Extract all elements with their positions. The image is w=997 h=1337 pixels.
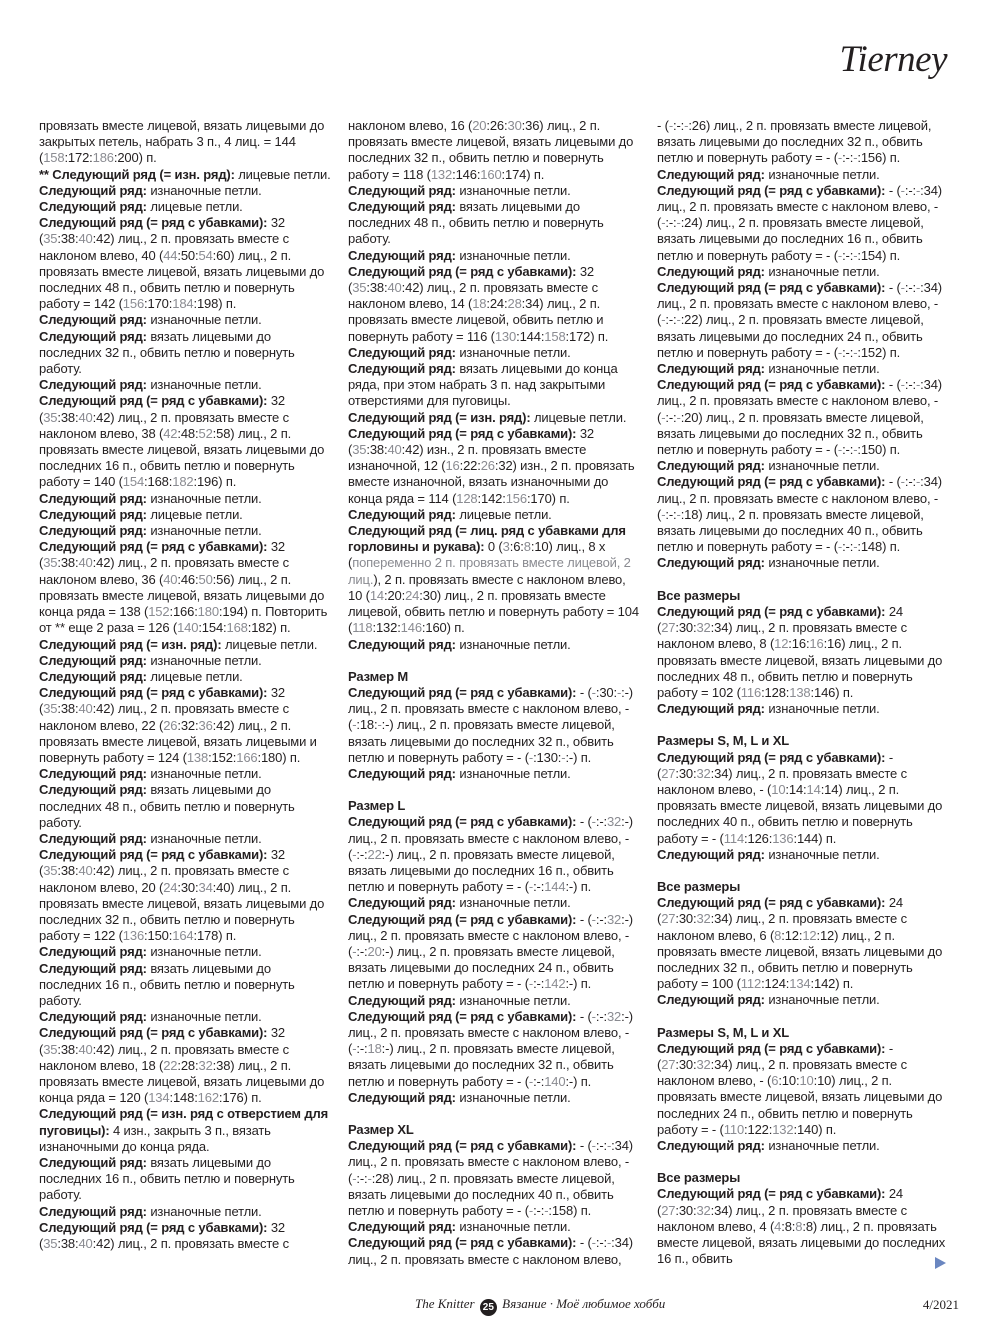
row-label: Следующий ряд (= ряд с убавками): xyxy=(657,1186,886,1202)
row-label: Следующий ряд (= изн. ряд с отверстием для пуговицы): xyxy=(39,1106,328,1138)
instruction-row xyxy=(348,248,640,264)
row-text: изнаночные петли. xyxy=(768,1137,880,1153)
text-column-1 xyxy=(39,118,331,1252)
row-label: Следующий ряд: xyxy=(348,344,460,360)
instruction-row xyxy=(39,782,331,831)
instruction-row xyxy=(39,507,331,523)
row-label: Следующий ряд: xyxy=(657,263,769,279)
row-label: Следующий ряд: xyxy=(348,636,460,652)
instruction-row xyxy=(39,944,331,960)
instruction-row xyxy=(39,1009,331,1025)
row-text: - (-:-:-:34) лиц., 2 п. провязать вместе с наклоном влево, - (-:-:-:24) лиц., 2 п. провязать вместе лицевой, вязать лицевыми до последних 16 п., обвить петлю и повернуть работу = - (-:-:-:154) п. xyxy=(657,182,942,263)
row-label: Следующий ряд: xyxy=(348,182,460,198)
row-text: 24 (27:30:32:34) лиц., 2 п. провязать вместе с наклоном влево, 8 (12:16:16:16) лиц., 2 п. провязать вместе лицевой, вязать лицевыми до последних 48 п., обвить петлю и повернуть работу = 102 (116:128:138:146) п. xyxy=(657,603,943,700)
instruction-row xyxy=(348,1090,640,1106)
row-text: - (-:-:32:-) лиц., 2 п. провязать вместе с наклоном влево, - (-:-:20:-) лиц., 2 п. провязать вместе лицевой, вязать лицевыми до последних 24 п., обвить петлю и повернуть работу = - (-:-:142:-) п. xyxy=(348,911,633,992)
row-label: Следующий ряд: xyxy=(39,960,151,976)
instruction-row xyxy=(657,847,949,863)
row-label: Следующий ряд (= ряд с убавками): xyxy=(39,847,268,863)
row-label: Следующий ряд (= ряд с убавками): xyxy=(657,603,886,619)
row-label: Следующий ряд (= ряд с убавками): xyxy=(657,1040,886,1056)
row-label: Следующий ряд (= изн. ряд): xyxy=(39,636,225,652)
row-text: изнаночные петли. xyxy=(768,992,880,1008)
instruction-row xyxy=(657,1138,949,1154)
row-text: лицевые петли. xyxy=(533,409,627,425)
instruction-row xyxy=(39,831,331,847)
row-text: - (-:-:-:34) лиц., 2 п. провязать вместе с наклоном влево, - (-:-:-:20) лиц., 2 п. провязать вместе лицевой, вязать лицевыми до последних 32 п., обвить петлю и повернуть работу = - (-:-:-:150) п. xyxy=(657,377,942,458)
row-label: Следующий ряд: xyxy=(39,328,151,344)
size-heading: Размеры S, M, L и XL xyxy=(657,733,790,749)
instruction-row xyxy=(348,345,640,361)
row-label: Следующий ряд (= ряд с убавками): xyxy=(348,814,580,830)
instruction-row xyxy=(348,993,640,1009)
row-label: Следующий ряд (= ряд с убавками): xyxy=(657,895,886,911)
row-text: - (27:30:32:34) лиц., 2 п. провязать вместе с наклоном влево, - (10:14:14:14) лиц., 2 п. провязать вместе лицевой, вязать лицевыми до последних 40 п., обвить петлю и повернуть работу = - (114:126:136:144) п. xyxy=(657,749,943,846)
row-text: изнаночные петли. xyxy=(459,182,571,198)
row-text: изнаночные петли. xyxy=(459,1219,571,1235)
instruction-row xyxy=(657,750,949,847)
row-text: лицевые петли. xyxy=(150,506,243,522)
row-label: Следующий ряд: xyxy=(39,490,151,506)
row-text: изнаночные петли. xyxy=(150,490,262,506)
row-label: Следующий ряд: xyxy=(348,765,460,781)
row-text: изнаночные петли. xyxy=(768,166,880,182)
row-label: Следующий ряд (= ряд с убавками): xyxy=(348,263,577,279)
instruction-row xyxy=(39,377,331,393)
row-label: Следующий ряд (= лиц. ряд с убавками для горловины и рукава): xyxy=(348,523,626,555)
row-label: Следующий ряд (= ряд с убавками): xyxy=(348,911,580,927)
row-label: Следующий ряд: xyxy=(39,668,151,684)
instruction-row xyxy=(657,1186,949,1267)
instruction-row xyxy=(657,458,949,474)
instruction-row xyxy=(39,961,331,1010)
row-text: лицевые петли. xyxy=(459,506,552,522)
row-label: Следующий ряд: xyxy=(348,992,460,1008)
page-footer xyxy=(0,1296,997,1316)
instruction-row xyxy=(39,653,331,669)
row-label: Следующий ряд: xyxy=(39,944,151,960)
instruction-row xyxy=(657,361,949,377)
instruction-row xyxy=(39,685,331,766)
row-text: лицевые петли. xyxy=(238,166,331,182)
row-label: Следующий ряд: xyxy=(39,1155,151,1170)
row-text: изнаночные петли. xyxy=(768,263,880,279)
row-label: Следующий ряд: xyxy=(39,312,151,328)
instruction-row xyxy=(39,329,331,378)
row-text: лицевые петли. xyxy=(224,636,318,652)
row-text: изнаночные петли. xyxy=(768,361,880,377)
instruction-row xyxy=(657,167,949,183)
row-text: вязать лицевыми до последних 16 п., обвить петлю и повернуть работу. xyxy=(39,960,295,1008)
row-label: Следующий ряд (= ряд с убавками): xyxy=(348,1235,580,1251)
row-text: 32 (35:38:40:42) лиц., 2 п. провязать вместе с наклоном влево, 36 (40:46:50:56) лиц., 2 п. провязать вместе лицевой, вязать лицевыми до конца ряда = 138 (152:166:180:194) п. Повторить от ** еще 2 раза = 126 (140:154:168:182) п. xyxy=(39,539,328,636)
row-text: 32 (35:38:40:42) лиц., 2 п. провязать вместе с наклоном влево, 20 (24:30:34:40) лиц., 2 п. провязать вместе лицевой, вязать лицевыми до последних 32 п., обвить петлю и повернуть работу = 122 (136:150:164:178) п. xyxy=(39,847,325,944)
instruction-row xyxy=(657,118,949,167)
row-text: изнаночные петли. xyxy=(768,846,880,862)
row-text: - (-:-:32:-) лиц., 2 п. провязать вместе с наклоном влево, - (-:-:22:-) лиц., 2 п. провязать вместе лицевой, вязать лицевыми до последних 16 п., обвить петлю и повернуть работу = - (-:-:144:-) п. xyxy=(348,814,633,895)
row-text: - (27:30:32:34) лиц., 2 п. провязать вместе с наклоном влево, - (6:10:10:10) лиц., 2 п. провязать вместе лицевой, вязать лицевыми до последних 24 п., обвить петлю и повернуть работу = - (110:122:132:140) п. xyxy=(657,1040,943,1137)
instruction-row xyxy=(657,280,949,361)
instruction-row xyxy=(39,669,331,685)
instruction-row xyxy=(348,426,640,507)
instruction-row xyxy=(348,1235,640,1267)
row-label: Следующий ряд (= ряд с убавками): xyxy=(39,215,268,231)
row-label: Следующий ряд: xyxy=(348,1089,460,1105)
row-label: Следующий ряд: xyxy=(657,1137,769,1153)
row-label: Следующий ряд (= ряд с убавками): xyxy=(348,684,580,700)
row-label: Следующий ряд (= ряд с убавками): xyxy=(39,1219,268,1235)
row-label: Следующий ряд: xyxy=(657,992,769,1008)
instruction-row xyxy=(39,1155,331,1204)
instruction-row xyxy=(657,183,949,264)
row-label: Следующий ряд (= ряд с убавками): xyxy=(657,474,889,490)
row-text: - (-:-:-:34) лиц., 2 п. провязать вместе с наклоном влево, xyxy=(348,1235,633,1267)
row-text: 32 (35:38:40:42) лиц., 2 п. провязать вместе с наклоном влево, 14 (18:24:28:34) лиц., 2 п. провязать вместе лицевой, обвить петлю и повернуть работу = 116 (130:144:158:172) п. xyxy=(348,263,609,344)
row-text: 32 (35:38:40:42) лиц., 2 п. провязать вместе с наклоном влево, 40 (44:50:54:60) лиц., 2 п. провязать вместе лицевой, вязать лицевыми до последних 48 п., обвить петлю и повернуть работу = 142 (156:170:184:198) п. xyxy=(39,215,325,312)
instruction-row xyxy=(348,895,640,911)
row-text: - (-:-:-:26) лиц., 2 п. провязать вместе лицевой, вязать лицевыми до последних 32 п., обвить петлю и повернуть работу = - (-:-:-:156) п. xyxy=(657,118,932,166)
row-text: изнаночные петли. xyxy=(150,944,262,960)
instruction-row xyxy=(348,814,640,895)
size-heading: Все размеры xyxy=(657,878,741,894)
row-text: 32 (35:38:40:42) лиц., 2 п. провязать вместе с наклоном влево, 38 (42:48:52:58) лиц., 2 п. провязать вместе лицевой, вязать лицевыми до последних 16 п., обвить петлю и повернуть работу = 140 (154:168:182:196) п. xyxy=(39,393,325,490)
instruction-row xyxy=(348,361,640,410)
instruction-row xyxy=(39,1106,331,1155)
size-heading: Размеры S, M, L и XL xyxy=(657,1024,790,1040)
next-page-arrow-icon[interactable] xyxy=(935,1257,946,1269)
instruction-row xyxy=(348,507,640,523)
footer-publication xyxy=(415,1296,665,1316)
row-label: Следующий ряд (= ряд с убавками): xyxy=(348,1138,580,1154)
instruction-row xyxy=(348,183,640,199)
issue-number: 4/2021 xyxy=(922,1297,959,1312)
instruction-row xyxy=(39,167,331,183)
instruction-row xyxy=(348,766,640,782)
row-text: изнаночные петли. xyxy=(459,992,571,1008)
row-label: Следующий ряд (= ряд с убавками): xyxy=(657,749,886,765)
instruction-row xyxy=(39,523,331,539)
row-text: 32 (35:38:40:42) лиц., 2 п. провязать вместе с наклоном влево, 18 (22:28:32:38) лиц., 2 п. провязать вместе лицевой, вязать лицевыми до конца ряда = 120 (134:148:162:176) п. xyxy=(39,1025,325,1106)
row-label: Следующий ряд: xyxy=(39,377,151,393)
row-text: вязать лицевыми до последних 48 п., обвить петлю и повернуть работу. xyxy=(39,782,295,830)
instruction-row xyxy=(39,183,331,199)
row-label: Следующий ряд: xyxy=(348,247,460,263)
row-text: вязать лицевыми до последних 32 п., обвить петлю и повернуть работу. xyxy=(39,328,295,377)
instruction-row xyxy=(348,1009,640,1090)
row-label: Следующий ряд: xyxy=(657,846,769,862)
row-label: Следующий ряд (= ряд с убавками): xyxy=(657,182,889,198)
footer-tagline: Вязание · Моё любимое хобби xyxy=(502,1296,666,1311)
row-text: вязать лицевыми до последних 16 п., обвить петлю и повернуть работу. xyxy=(39,1155,295,1203)
row-label: Следующий ряд: xyxy=(39,182,151,198)
row-label: Следующий ряд: xyxy=(39,1203,151,1219)
row-text: 32 (35:38:40:42) лиц., 2 п. провязать вместе с наклоном влево, 22 (26:32:36:42) лиц., 2 п. провязать вместе лицевой, вязать лицевыми и повернуть работу = 124 (138:152:166:180) п. xyxy=(39,685,317,765)
text-column-3 xyxy=(657,118,949,1267)
row-text: изнаночные петли. xyxy=(768,701,880,717)
row-text: изнаночные петли. xyxy=(150,1203,262,1219)
magazine-pattern-title: Tierney xyxy=(839,39,947,80)
instruction-row xyxy=(348,264,640,345)
page-number-badge: 25 xyxy=(480,1299,497,1316)
row-label: Следующий ряд: xyxy=(657,701,769,717)
instruction-row xyxy=(348,685,640,766)
row-text: изнаночные петли. xyxy=(768,458,880,474)
instruction-row xyxy=(348,523,640,636)
row-label: Следующий ряд: xyxy=(39,199,151,215)
row-label: Следующий ряд: xyxy=(39,766,151,782)
row-label: Следующий ряд: xyxy=(657,555,769,571)
instruction-row xyxy=(39,1204,331,1220)
row-label: Следующий ряд: xyxy=(657,458,769,474)
instruction-row xyxy=(657,1041,949,1138)
row-label: Следующий ряд: xyxy=(39,652,151,668)
instruction-row xyxy=(657,377,949,458)
row-label: Следующий ряд: xyxy=(39,506,151,522)
row-text: - (-:-:-:34) лиц., 2 п. провязать вместе с наклоном влево, - (-:-:-:22) лиц., 2 п. провязать вместе лицевой, вязать лицевыми до последних 24 п., обвить петлю и повернуть работу = - (-:-:-:152) п. xyxy=(657,280,942,360)
row-text: изнаночные петли. xyxy=(150,652,262,668)
instruction-row xyxy=(348,1219,640,1235)
row-text: изнаночные петли. xyxy=(150,523,262,539)
row-label: Следующий ряд: xyxy=(348,1219,460,1235)
row-text: изнаночные петли. xyxy=(150,1009,262,1025)
instruction-row xyxy=(657,555,949,571)
row-text: изнаночные петли. xyxy=(150,766,262,782)
instruction-row xyxy=(39,539,331,636)
row-label: ** Следующий ряд (= изн. ряд): xyxy=(39,166,239,182)
instruction-row xyxy=(348,1138,640,1219)
row-label: Следующий ряд: xyxy=(348,199,460,215)
row-label: Следующий ряд (= ряд с убавками): xyxy=(348,425,577,441)
instruction-row xyxy=(348,118,640,183)
row-label: Следующий ряд: xyxy=(348,506,460,522)
instruction-row xyxy=(39,393,331,490)
size-heading: Все размеры xyxy=(657,1170,741,1186)
row-text: 0 (3:6:8:10) лиц., 8 х (попеременно 2 п. провязать вместе лицевой, 2 лиц.), 2 п. провязать вместе с наклоном влево, 10 (14:20:24:30) лиц., 2 п. провязать вместе лицевой, обвить петлю и повернуть работу = 104 (118:132:146:160) п. xyxy=(348,539,639,636)
size-heading: Размер L xyxy=(348,798,406,814)
instruction-row xyxy=(39,199,331,215)
instruction-row xyxy=(657,604,949,701)
size-heading: Размер XL xyxy=(348,1121,414,1137)
row-text: изнаночные петли. xyxy=(459,765,571,781)
row-text: 32 (35:38:40:42) изн., 2 п. провязать вместе изнаночной, 12 (16:22:26:32) изн., 2 п. провязать вместе изнаночной, вязать изнаночными до конца ряда = 114 (128:142:156:170) п. xyxy=(348,425,635,506)
size-heading: Все размеры xyxy=(657,587,741,603)
row-label: Следующий ряд (= ряд с убавками): xyxy=(39,1025,268,1041)
instruction-row xyxy=(39,847,331,944)
row-text: - (-:-:-:34) лиц., 2 п. провязать вместе с наклоном влево, - (-:-:-:28) лиц., 2 п. провязать вместе лицевой, вязать лицевыми до последних 40 п., обвить петлю и повернуть работу = - (-:-:-:158) п. xyxy=(348,1138,633,1218)
instruction-row xyxy=(39,1025,331,1106)
row-label: Следующий ряд: xyxy=(39,782,151,798)
row-label: Следующий ряд: xyxy=(39,523,151,539)
instruction-row xyxy=(657,474,949,555)
instruction-row xyxy=(348,637,640,653)
row-text: изнаночные петли. xyxy=(150,182,262,198)
row-text: изнаночные петли. xyxy=(459,1089,571,1105)
instruction-row xyxy=(348,912,640,993)
row-text: изнаночные петли. xyxy=(459,247,571,263)
instruction-row xyxy=(39,215,331,312)
instruction-row xyxy=(39,1220,331,1252)
row-label: Следующий ряд (= изн. ряд): xyxy=(348,409,534,425)
row-text: изнаночные петли. xyxy=(459,636,571,652)
row-label: Следующий ряд (= ряд с убавками): xyxy=(657,280,889,296)
row-label: Следующий ряд (= ряд с убавками): xyxy=(39,393,268,409)
row-text: изнаночные петли. xyxy=(459,895,571,911)
row-text: лицевые петли. xyxy=(150,199,243,215)
instruction-row xyxy=(39,312,331,328)
instruction-row xyxy=(657,895,949,992)
row-text: изнаночные петли. xyxy=(150,377,262,393)
footer-magazine-name: The Knitter xyxy=(415,1296,475,1311)
instruction-row xyxy=(657,264,949,280)
row-text: изнаночные петли. xyxy=(150,830,262,846)
row-label: Следующий ряд: xyxy=(39,1009,151,1025)
row-label: Следующий ряд: xyxy=(657,361,769,377)
row-text: - (-:30:-:-) лиц., 2 п. провязать вместе с наклоном влево, - (-:18:-:-) лиц., 2 п. провязать вместе лицевой, вязать лицевыми до последних 32 п., обвить петлю и повернуть работу = - (-:130:-:-) п. xyxy=(348,684,633,765)
row-text: 4 изн., закрыть 3 п., вязать изнаночными до конца ряда. xyxy=(39,1122,271,1154)
instruction-row xyxy=(348,199,640,248)
row-label: Следующий ряд (= ряд с убавками): xyxy=(348,1008,580,1024)
row-label: Следующий ряд: xyxy=(39,830,151,846)
row-text: провязать вместе лицевой, вязать лицевыми до закрытых петель, набрать 3 п., 4 лиц. = 144 (158:172:186:200) п. xyxy=(39,118,325,166)
row-text: 24 (27:30:32:34) лиц., 2 п. провязать вместе с наклоном влево, 6 (8:12:12:12) лиц., 2 п. провязать вместе лицевой, вязать лицевыми до последних 32 п., обвить петлю и повернуть работу = 100 (112:124:134:142) п. xyxy=(657,895,943,992)
row-label: Следующий ряд: xyxy=(657,166,769,182)
row-text: вязать лицевыми до последних 48 п., обвить петлю и повернуть работу. xyxy=(348,199,604,247)
size-heading: Размер M xyxy=(348,668,409,684)
row-text: - (-:-:32:-) лиц., 2 п. провязать вместе с наклоном влево, - (-:-:18:-) лиц., 2 п. провязать вместе лицевой, вязать лицевыми до последних 32 п., обвить петлю и повернуть работу = - (-:-:140:-) п. xyxy=(348,1008,633,1089)
text-column-2 xyxy=(348,118,640,1268)
row-label: Следующий ряд: xyxy=(348,361,460,377)
instruction-row xyxy=(39,766,331,782)
instruction-row xyxy=(657,701,949,717)
row-label: Следующий ряд (= ряд с убавками): xyxy=(39,685,268,701)
row-label: Следующий ряд: xyxy=(348,895,460,911)
instruction-row xyxy=(39,491,331,507)
row-text: наклоном влево, 16 (20:26:30:36) лиц., 2 п. провязать вместе лицевой, вязать лицевыми до последних 32 п., обвить петлю и повернуть работу = 118 (132:146:160:174) п. xyxy=(348,118,634,182)
instruction-row xyxy=(39,118,331,167)
row-text: 32 (35:38:40:42) лиц., 2 п. провязать вместе с xyxy=(39,1219,289,1252)
row-text: изнаночные петли. xyxy=(768,555,880,571)
row-label: Следующий ряд (= ряд с убавками): xyxy=(657,377,889,393)
instruction-row xyxy=(657,992,949,1008)
row-text: изнаночные петли. xyxy=(150,312,262,328)
row-text: лицевые петли. xyxy=(150,668,243,684)
row-text: вязать лицевыми до конца ряда, при этом набрать 3 п. над закрытыми отверстиями для пуговицы. xyxy=(348,361,618,409)
row-text: изнаночные петли. xyxy=(459,344,571,360)
instruction-row xyxy=(39,637,331,653)
row-text: - (-:-:-:34) лиц., 2 п. провязать вместе с наклоном влево, - (-:-:-:18) лиц., 2 п. провязать вместе лицевой, вязать лицевыми до последних 40 п., обвить петлю и повернуть работу = - (-:-:-:148) п. xyxy=(657,474,942,555)
row-label: Следующий ряд (= ряд с убавками): xyxy=(39,539,268,555)
instruction-row xyxy=(348,410,640,426)
row-text: 24 (27:30:32:34) лиц., 2 п. провязать вместе с наклоном влево, 4 (4:8:8:8) лиц., 2 п. провязать вместе лицевой, вязать лицевыми до последних 16 п., обвить xyxy=(657,1186,946,1267)
